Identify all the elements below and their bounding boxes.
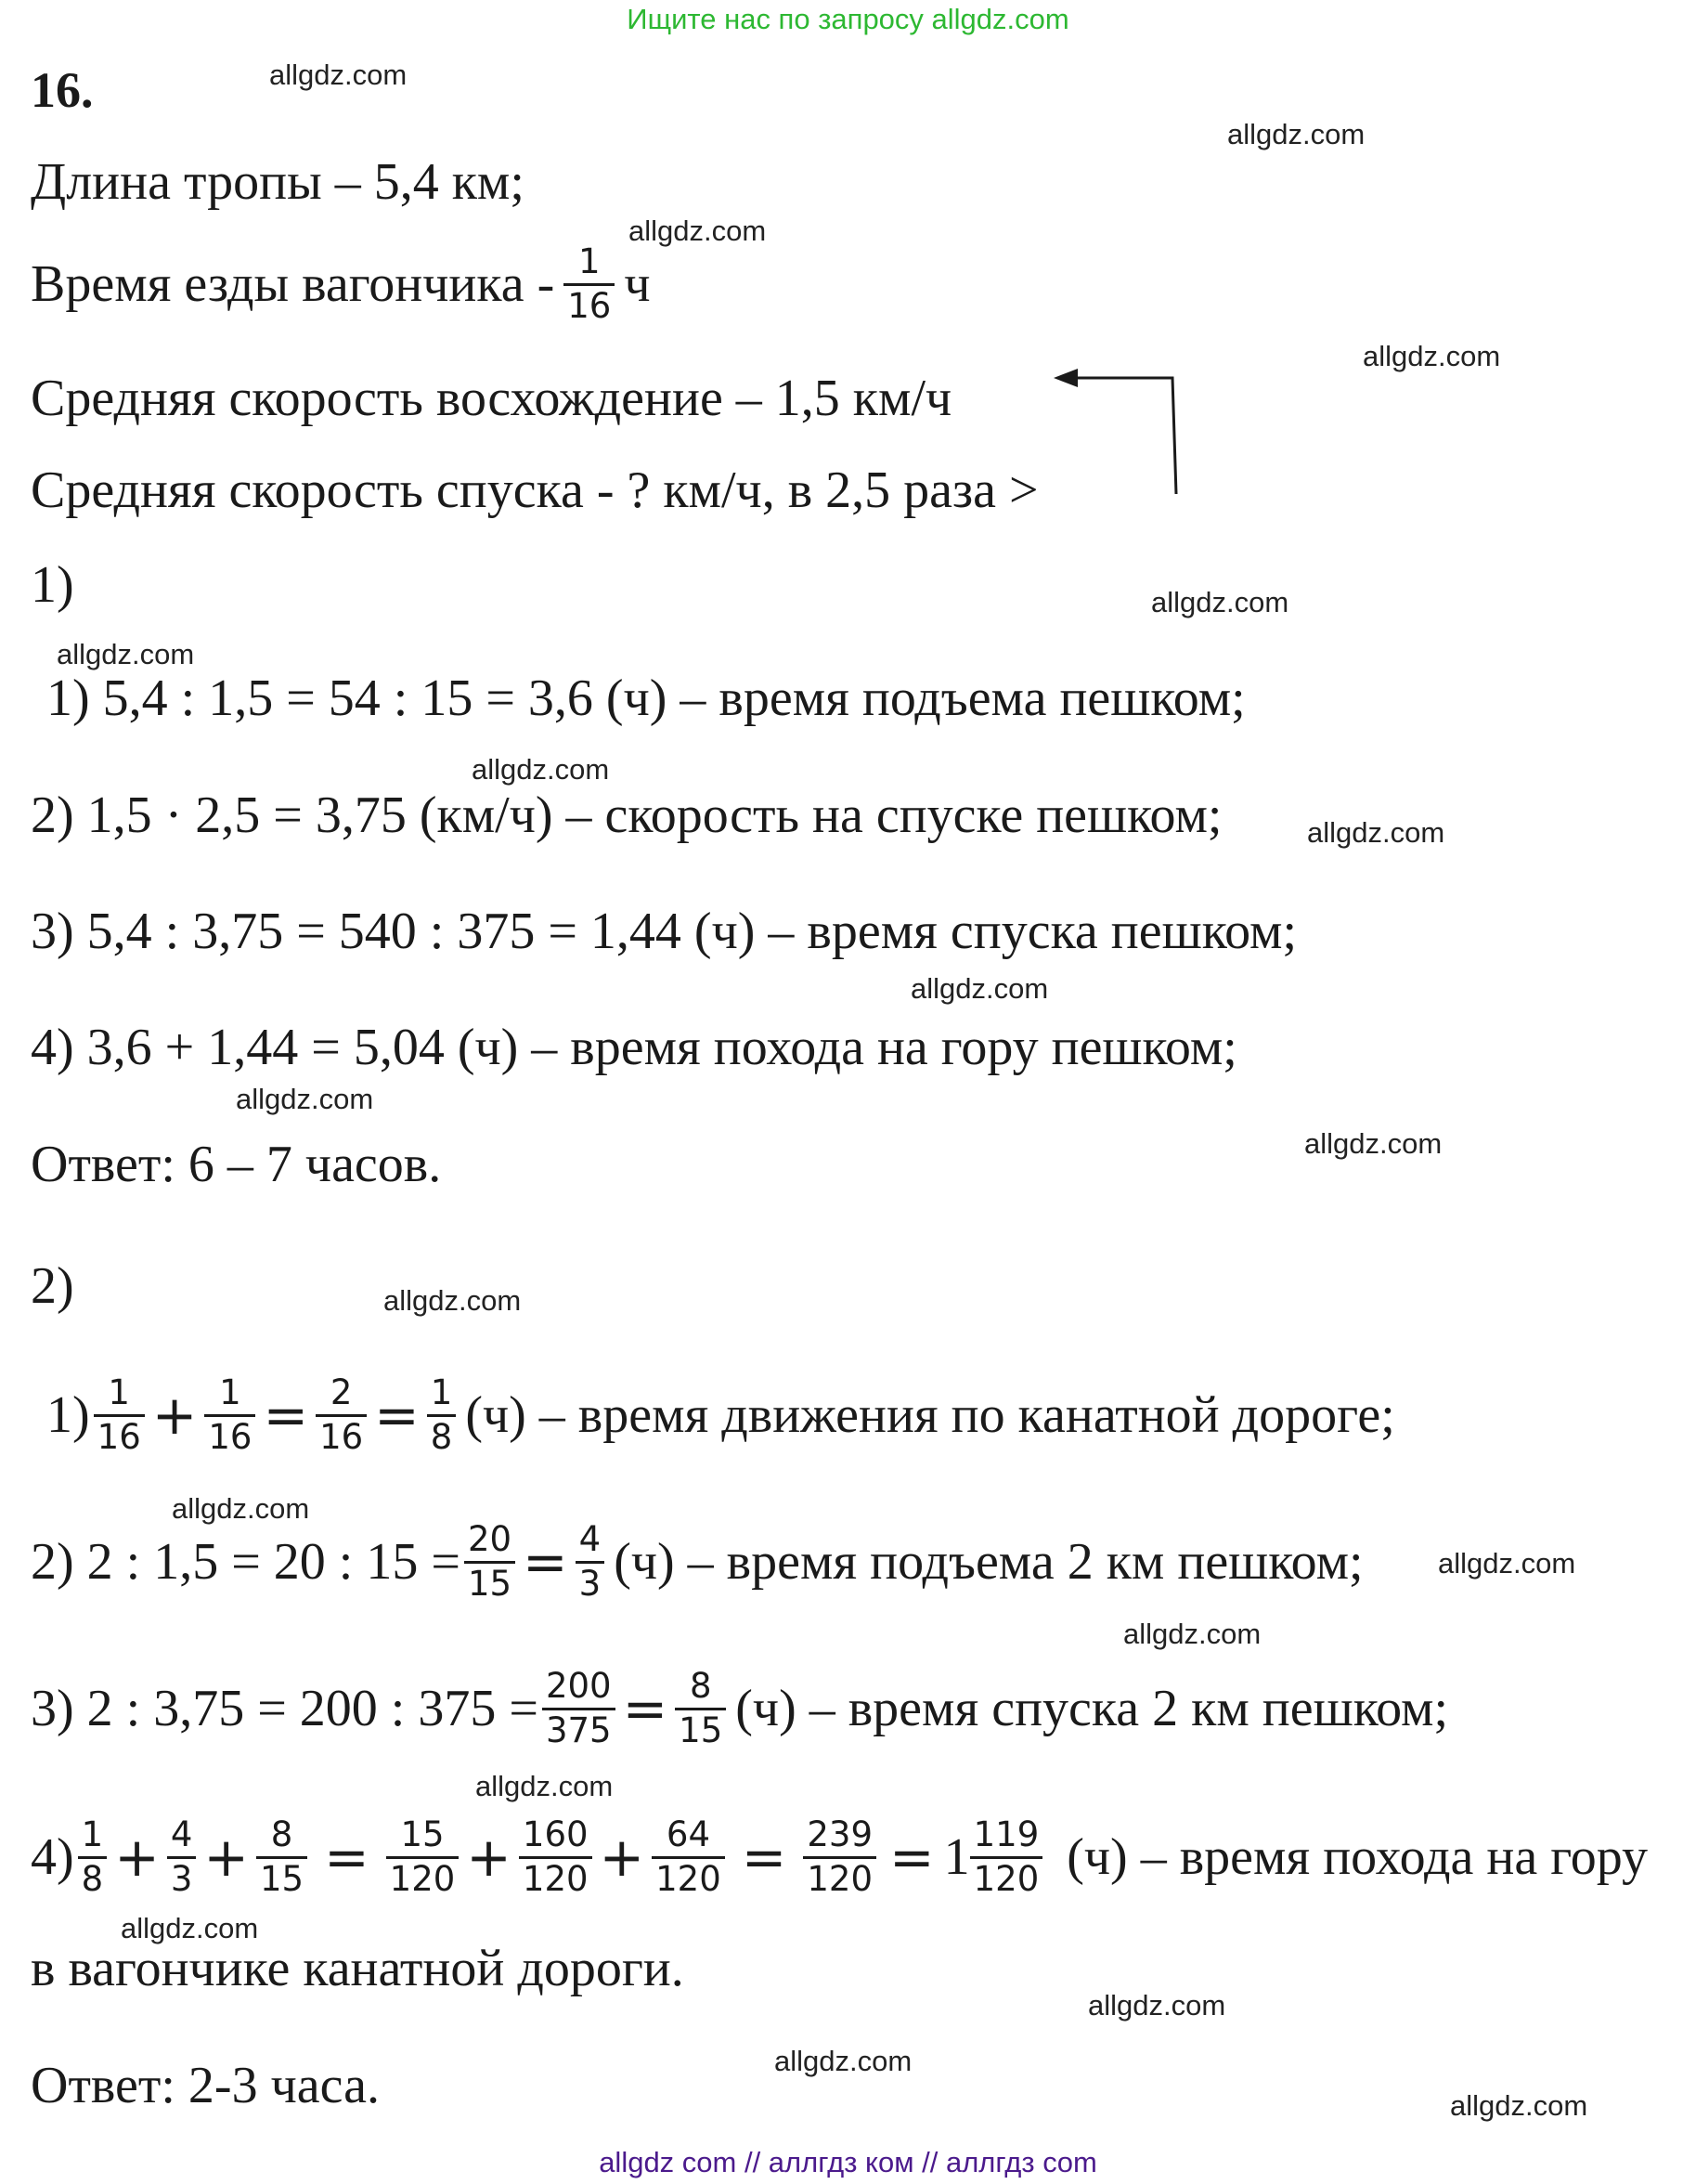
given-ascent-speed: Средняя скорость восхождение – 1,5 км/ч xyxy=(31,370,952,427)
task-number: 16. xyxy=(31,62,94,118)
part1-step-4: 4) 3,6 + 1,44 = 5,04 (ч) – время похода на гору пешком; xyxy=(31,1019,1237,1076)
part1-label: 1) xyxy=(31,556,74,614)
watermark: allgdz.com xyxy=(475,1770,614,1802)
part1-step-1: 1) 5,4 : 1,5 = 54 : 15 = 3,6 (ч) – время подъема пешком; xyxy=(46,670,1246,727)
footer-links[interactable]: allgdz com // аллгдз ком // аллгдз com xyxy=(599,2146,1097,2178)
watermark: allgdz.com xyxy=(1304,1127,1443,1160)
part1-step-2: 2) 1,5 · 2,5 = 3,75 (км/ч) – скорость на спуске пешком; xyxy=(31,786,1223,844)
watermark: allgdz.com xyxy=(121,1912,259,1944)
watermark: allgdz.com xyxy=(628,214,767,247)
ride-time-label: Время езды вагончика - xyxy=(31,255,555,314)
part1-step-3: 3) 5,4 : 3,75 = 540 : 375 = 1,44 (ч) – время спуска пешком; xyxy=(31,903,1298,960)
watermark: allgdz.com xyxy=(1123,1618,1262,1650)
given-descent-speed: Средняя скорость спуска - ? км/ч, в 2,5 раза > xyxy=(31,462,1039,519)
given-trail-length: Длина тропы – 5,4 км; xyxy=(31,153,524,211)
part2-step-3: 3) 2 : 3,75 = 200 : 375 = $\frac{200}{375}$ = $\frac{8}{15}$ (ч) – время спуска 2 км пешком; xyxy=(31,1665,1448,1750)
watermark: allgdz.com xyxy=(911,972,1049,1005)
part2-label: 2) xyxy=(31,1257,74,1315)
comparison-arrow-icon xyxy=(1044,358,1193,506)
part2-step-1: 1) $\frac{1}{16}$ + $\frac{1}{16}$ = $\frac{2}{16}$ = $\frac{1}{8}$ (ч) – время движения по канатной дороге; xyxy=(46,1372,1395,1457)
watermark: allgdz.com xyxy=(472,753,610,786)
watermark: allgdz.com xyxy=(383,1284,522,1317)
given-ride-time xyxy=(31,241,651,326)
watermark: allgdz.com xyxy=(236,1083,374,1115)
part2-step-4-continuation: в вагончике канатной дороги. xyxy=(31,1940,684,1997)
part2-answer: Ответ: 2-3 часа. xyxy=(31,2057,380,2114)
watermark: allgdz.com xyxy=(774,2045,913,2077)
watermark: allgdz.com xyxy=(1151,586,1289,618)
watermark: allgdz.com xyxy=(1088,1989,1226,2022)
watermark: allgdz.com xyxy=(1363,340,1501,372)
part2-step-4: 4) $\frac{1}{8}$ + $\frac{4}{3}$ + $\frac{8}{15}$ = $\frac{15}{120}$ + $\frac{160}{120}$ + $\frac{64}{120}$ = $\frac{239}{120}$ = 1 $\frac{119}{120}$ (ч) – время похода на гору xyxy=(31,1814,1649,1899)
watermark: allgdz.com xyxy=(1450,2089,1588,2122)
top-banner[interactable]: Ищите нас по запросу allgdz.com xyxy=(627,3,1069,35)
watermark: allgdz.com xyxy=(57,638,195,670)
ride-time-unit: ч xyxy=(624,255,651,314)
watermark: allgdz.com xyxy=(1438,1547,1576,1580)
watermark: allgdz.com xyxy=(172,1492,310,1525)
ride-time-fraction: $\frac{1}{16}$ xyxy=(563,244,615,325)
watermark: allgdz.com xyxy=(269,58,408,91)
watermark: allgdz.com xyxy=(1307,816,1445,849)
part2-step-2: 2) 2 : 1,5 = 20 : 15 = $\frac{20}{15}$ = $\frac{4}{3}$ (ч) – время подъема 2 км пешком; xyxy=(31,1518,1364,1604)
watermark: allgdz.com xyxy=(1227,118,1366,150)
part1-answer: Ответ: 6 – 7 часов. xyxy=(31,1136,442,1193)
